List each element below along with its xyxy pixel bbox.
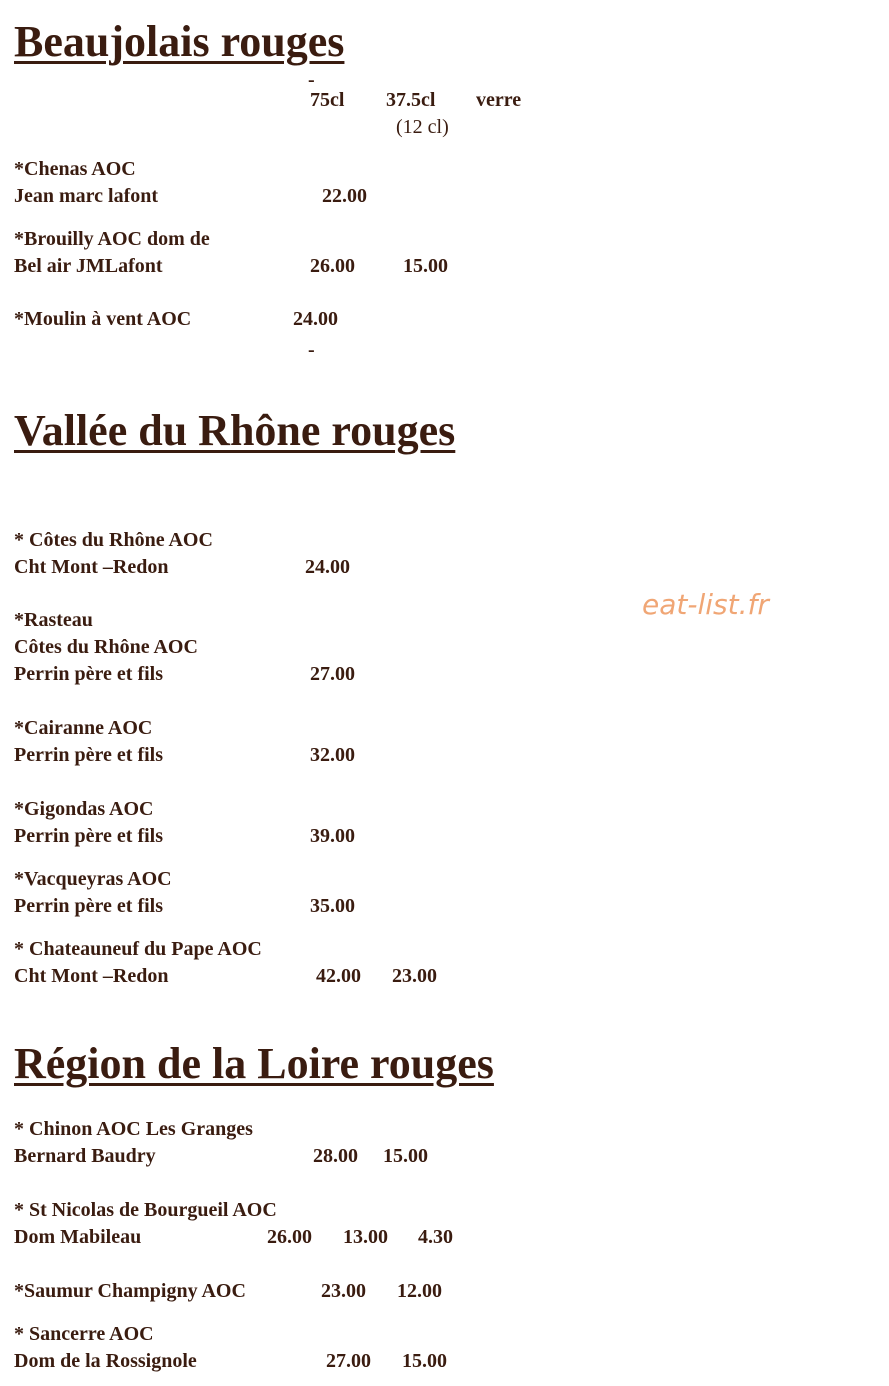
wine-producer: Perrin père et fils <box>14 825 164 847</box>
wine-name: *Brouilly AOC dom de <box>14 228 210 250</box>
wine-producer: Jean marc lafont <box>14 185 159 207</box>
price-37-5cl: 13.00 <box>343 1226 388 1248</box>
wine-name: *Saumur Champigny AOC <box>14 1280 246 1302</box>
wine-appellation: Côtes du Rhône AOC <box>14 636 198 658</box>
section-title-rhone: Vallée du Rhône rouges <box>14 406 456 455</box>
wine-producer: Perrin père et fils <box>14 895 164 917</box>
wine-name: *Vacqueyras AOC <box>14 868 172 890</box>
price-75cl: 23.00 <box>321 1280 366 1302</box>
price-75cl: 26.00 <box>267 1226 312 1248</box>
wine-producer: Perrin père et fils <box>14 744 164 766</box>
wine-name: * Chinon AOC Les Granges <box>14 1118 253 1140</box>
wine-producer: Cht Mont –Redon <box>14 965 169 987</box>
wine-producer: Bel air JMLafont <box>14 255 163 277</box>
price-37-5cl: 12.00 <box>397 1280 442 1302</box>
price-75cl: 26.00 <box>310 255 355 277</box>
price-75cl: 28.00 <box>313 1145 358 1167</box>
column-header-verre-note: (12 cl) <box>396 116 449 138</box>
watermark: eat-list.fr <box>642 588 769 621</box>
wine-name: * Chateauneuf du Pape AOC <box>14 938 262 960</box>
wine-producer: Perrin père et fils <box>14 663 164 685</box>
wine-name: *Gigondas AOC <box>14 798 154 820</box>
price-37-5cl: 23.00 <box>392 965 437 987</box>
price-37-5cl: 15.00 <box>402 1350 447 1372</box>
wine-producer: Dom Mabileau <box>14 1226 142 1248</box>
wine-name: * St Nicolas de Bourgueil AOC <box>14 1199 277 1221</box>
price-75cl: 39.00 <box>310 825 355 847</box>
price-37-5cl: 15.00 <box>383 1145 428 1167</box>
wine-name: *Moulin à vent AOC <box>14 308 192 330</box>
section-title-beaujolais: Beaujolais rouges <box>14 17 345 66</box>
wine-name: *Cairanne AOC <box>14 717 153 739</box>
column-dash-bottom: - <box>308 339 315 361</box>
wine-producer: Dom de la Rossignole <box>14 1350 197 1372</box>
wine-producer: Cht Mont –Redon <box>14 556 169 578</box>
price-verre: 4.30 <box>418 1226 453 1248</box>
wine-name: * Sancerre AOC <box>14 1323 154 1345</box>
column-dash-top: - <box>308 69 315 91</box>
section-title-loire: Région de la Loire rouges <box>14 1039 494 1088</box>
price-75cl: 24.00 <box>293 308 338 330</box>
price-75cl: 42.00 <box>316 965 361 987</box>
price-75cl: 35.00 <box>310 895 355 917</box>
price-75cl: 24.00 <box>305 556 350 578</box>
price-75cl: 22.00 <box>322 185 367 207</box>
wine-name: * Côtes du Rhône AOC <box>14 529 213 551</box>
wine-name: *Chenas AOC <box>14 158 136 180</box>
column-header-75cl: 75cl <box>310 89 345 111</box>
column-header-verre: verre <box>476 89 522 111</box>
wine-name: *Rasteau <box>14 609 93 631</box>
price-37-5cl: 15.00 <box>403 255 448 277</box>
price-75cl: 32.00 <box>310 744 355 766</box>
column-header-37-5cl: 37.5cl <box>386 89 436 111</box>
price-75cl: 27.00 <box>310 663 355 685</box>
wine-producer: Bernard Baudry <box>14 1145 156 1167</box>
price-75cl: 27.00 <box>326 1350 371 1372</box>
